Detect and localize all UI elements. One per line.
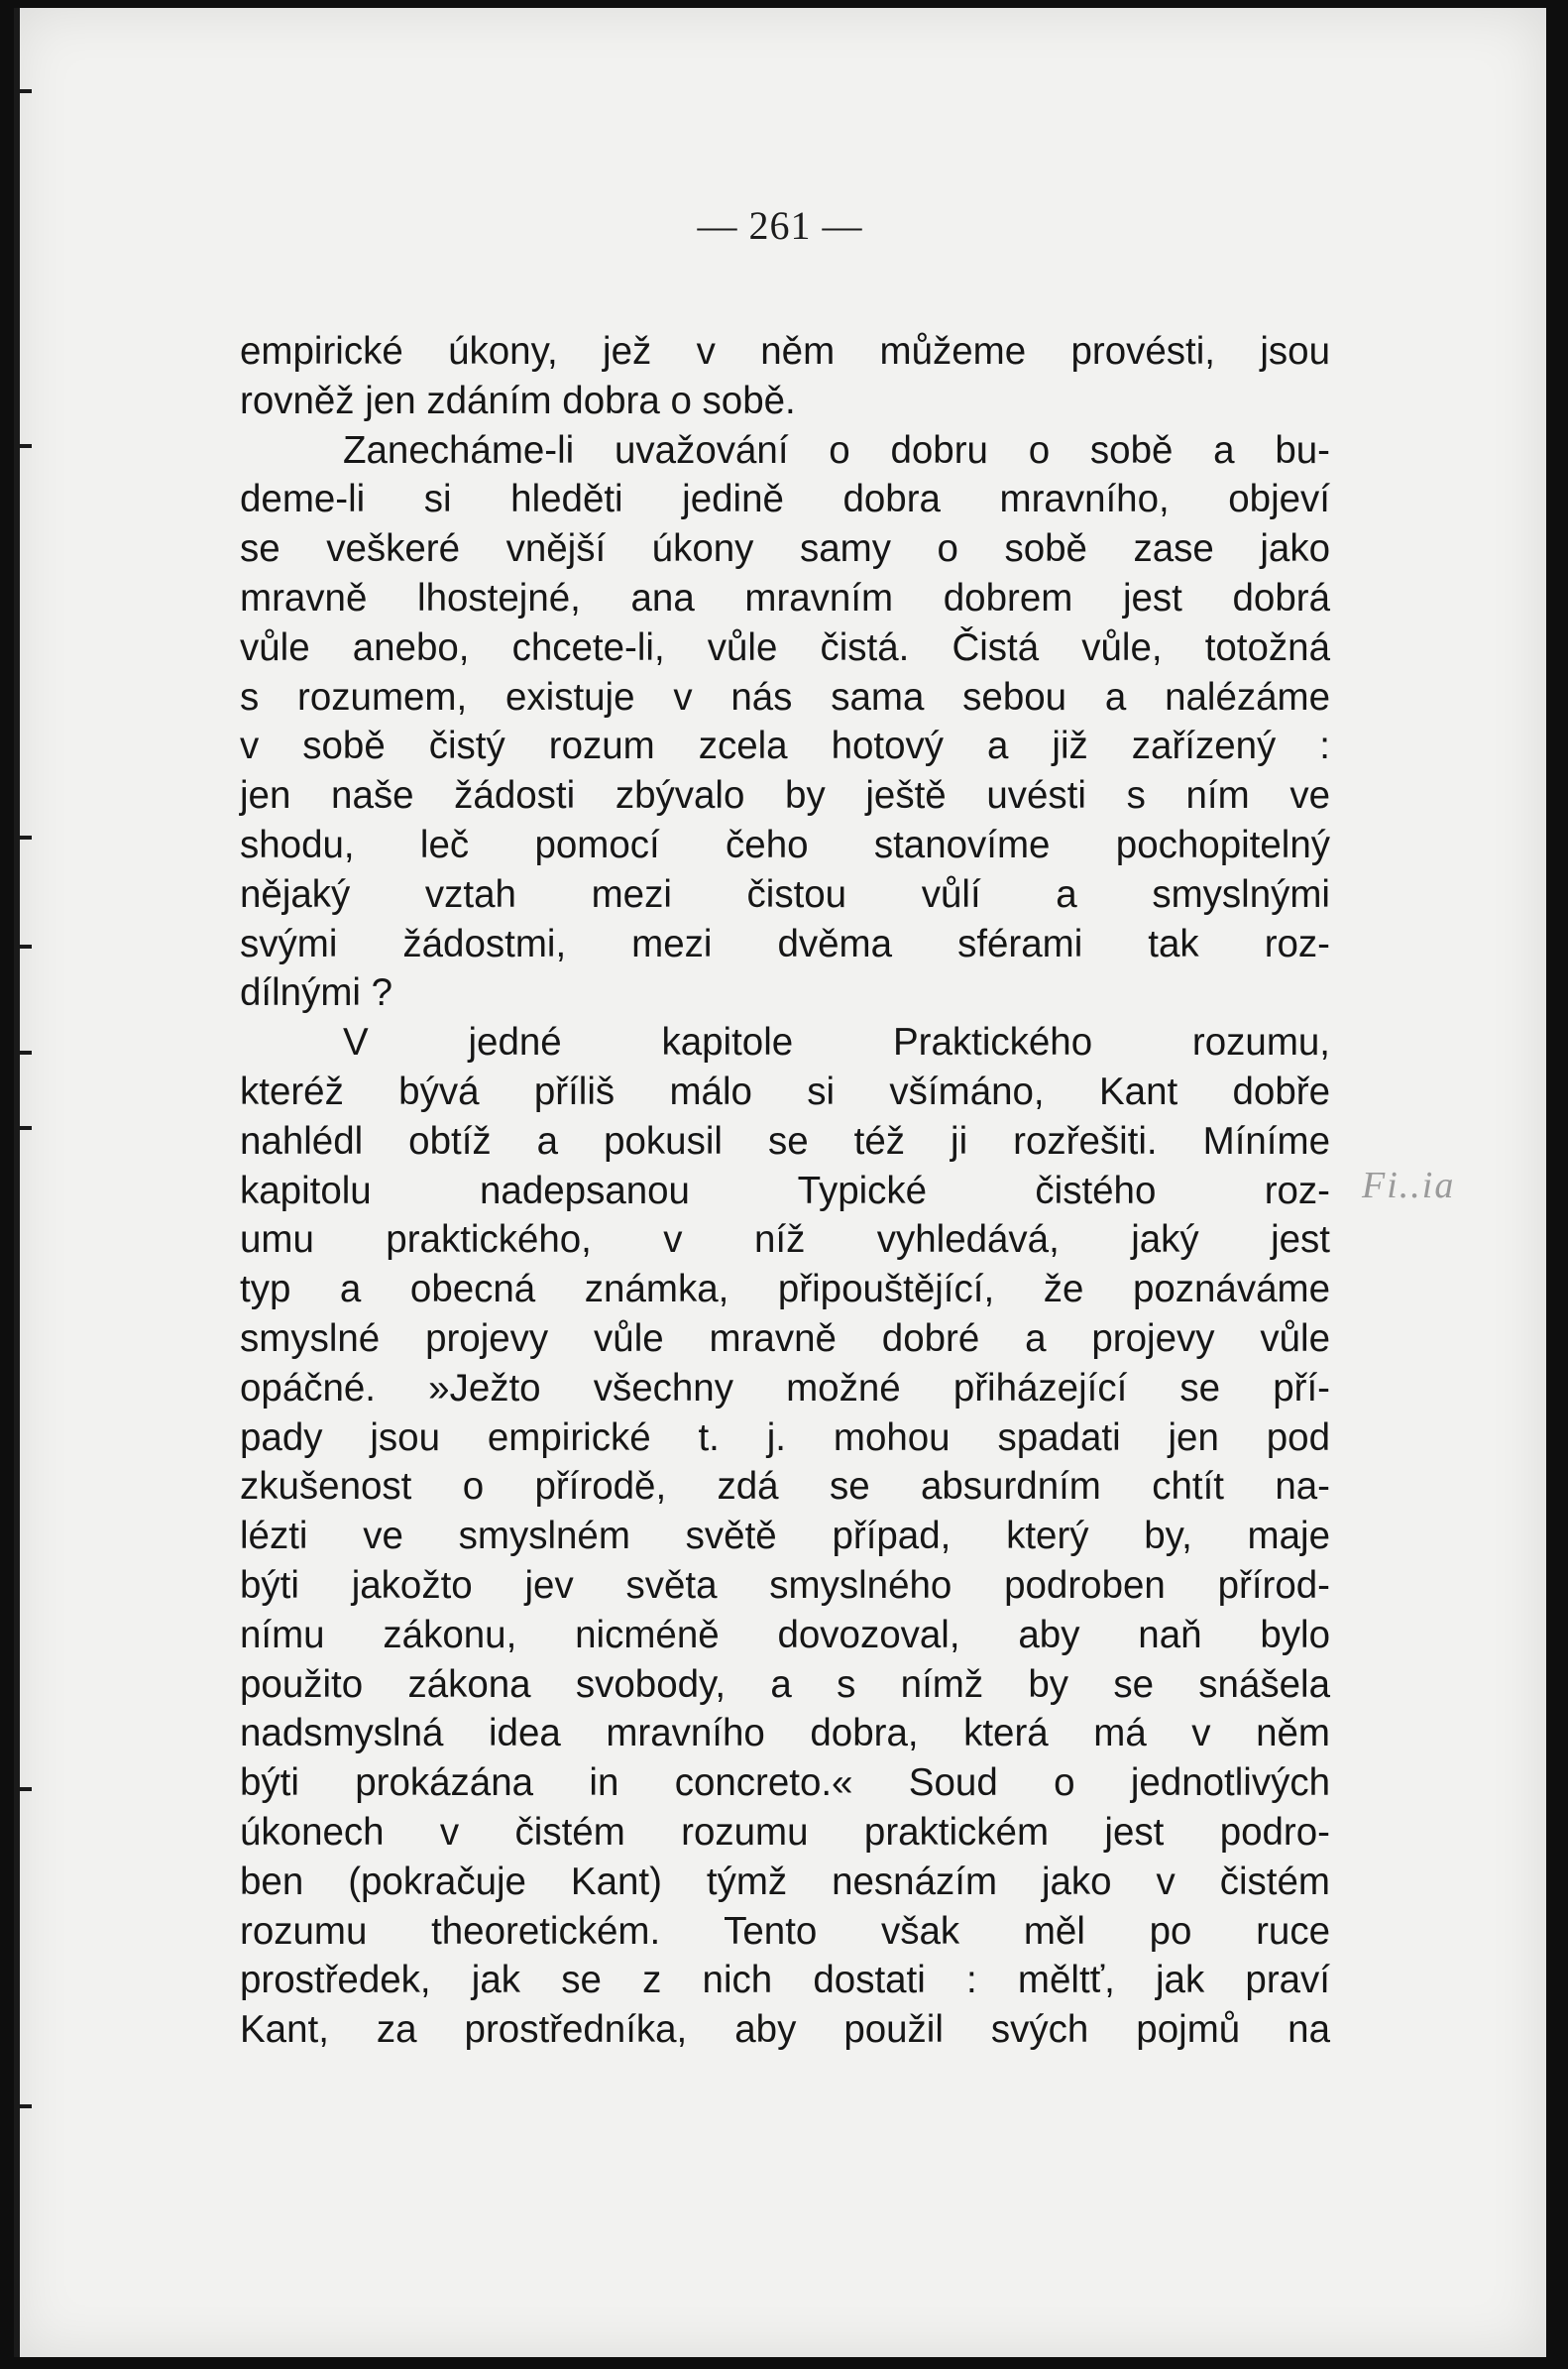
text-line: kteréž bývá příliš málo si všímáno, Kant dobře [240,1070,1330,1113]
text-line: svými žádostmi, mezi dvěma sférami tak roz- [240,922,1330,965]
binding-edge [14,8,20,2357]
text-line: býti prokázána in concreto.« Soud o jednotlivých [240,1761,1330,1805]
body-text [240,327,1330,2055]
text-line: typ a obecná známka, připouštějící, že poznáváme [240,1268,1330,1311]
binding-mark [14,836,32,840]
binding-mark [14,1787,32,1791]
text-line: býti jakožto jev světa smyslného podroben přírod- [240,1563,1330,1607]
text-line: V jedné kapitole Praktického rozumu, [343,1021,1330,1065]
binding-mark [14,89,32,93]
text-line: pady jsou empirické t. j. mohou spadati jen pod [240,1415,1330,1459]
text-line: dílnými ? [240,971,393,1015]
binding-mark [14,1051,32,1055]
text-line: nadsmyslná idea mravního dobra, která má v něm [240,1712,1330,1755]
text-line: rovněž jen zdáním dobra o sobě. [240,379,796,422]
text-line: vůle anebo, chcete-li, vůle čistá. Čistá vůle, totožná [240,625,1330,669]
binding-mark [14,444,32,448]
text-line: lézti ve smyslném světě případ, který by, maje [240,1515,1330,1558]
text-line: rozumu theoretickém. Tento však měl po ruce [240,1909,1330,1953]
text-line: opáčné. »Ježto všechny možné přiházející se pří- [240,1366,1330,1410]
text-line: nahlédl obtíž a pokusil se též ji rozřešiti. Míníme [240,1119,1330,1163]
text-line: nímu zákonu, nicméně dovozoval, aby naň bylo [240,1613,1330,1656]
text-line: použito zákona svobody, a s nímž by se snášela [240,1662,1330,1706]
binding-mark [14,945,32,949]
handwritten-margin-note: Fi..ia [1362,1165,1456,1206]
text-line: kapitolu nadepsanou Typické čistého roz- [240,1169,1330,1212]
book-page [14,8,1546,2357]
binding-mark [14,1126,32,1130]
text-line: ben (pokračuje Kant) týmž nesnázím jako v čistém [240,1860,1330,1903]
text-line: Zanecháme-li uvažování o dobru o sobě a bu- [343,428,1330,472]
page-number: — 261 — [697,203,863,248]
text-line: s rozumem, existuje v nás sama sebou a nalézáme [240,675,1330,719]
text-line: mravně lhostejné, ana mravním dobrem jest dobrá [240,576,1330,620]
text-line: nějaký vztah mezi čistou vůlí a smyslnými [240,872,1330,916]
binding-mark [14,2104,32,2108]
text-line: úkonech v čistém rozumu praktickém jest podro- [240,1810,1330,1854]
text-line: zkušenost o přírodě, zdá se absurdním chtít na- [240,1465,1330,1509]
text-line: v sobě čistý rozum zcela hotový a již zařízený : [240,725,1330,768]
text-line: Kant, za prostředníka, aby použil svých pojmů na [240,2008,1330,2052]
text-line: se veškeré vnější úkony samy o sobě zase jako [240,527,1330,571]
text-line: umu praktického, v níž vyhledává, jaký jest [240,1218,1330,1262]
text-line: shodu, leč pomocí čeho stanovíme pochopitelný [240,823,1330,866]
text-line: deme-li si hleděti jedině dobra mravního, objeví [240,478,1330,521]
text-line: smyslné projevy vůle mravně dobré a projevy vůle [240,1316,1330,1360]
text-line: prostředek, jak se z nich dostati : měltť, jak praví [240,1959,1330,2002]
text-line: jen naše žádosti zbývalo by ještě uvésti s ním ve [240,774,1330,818]
text-line: empirické úkony, jež v něm můžeme provésti, jsou [240,330,1330,373]
